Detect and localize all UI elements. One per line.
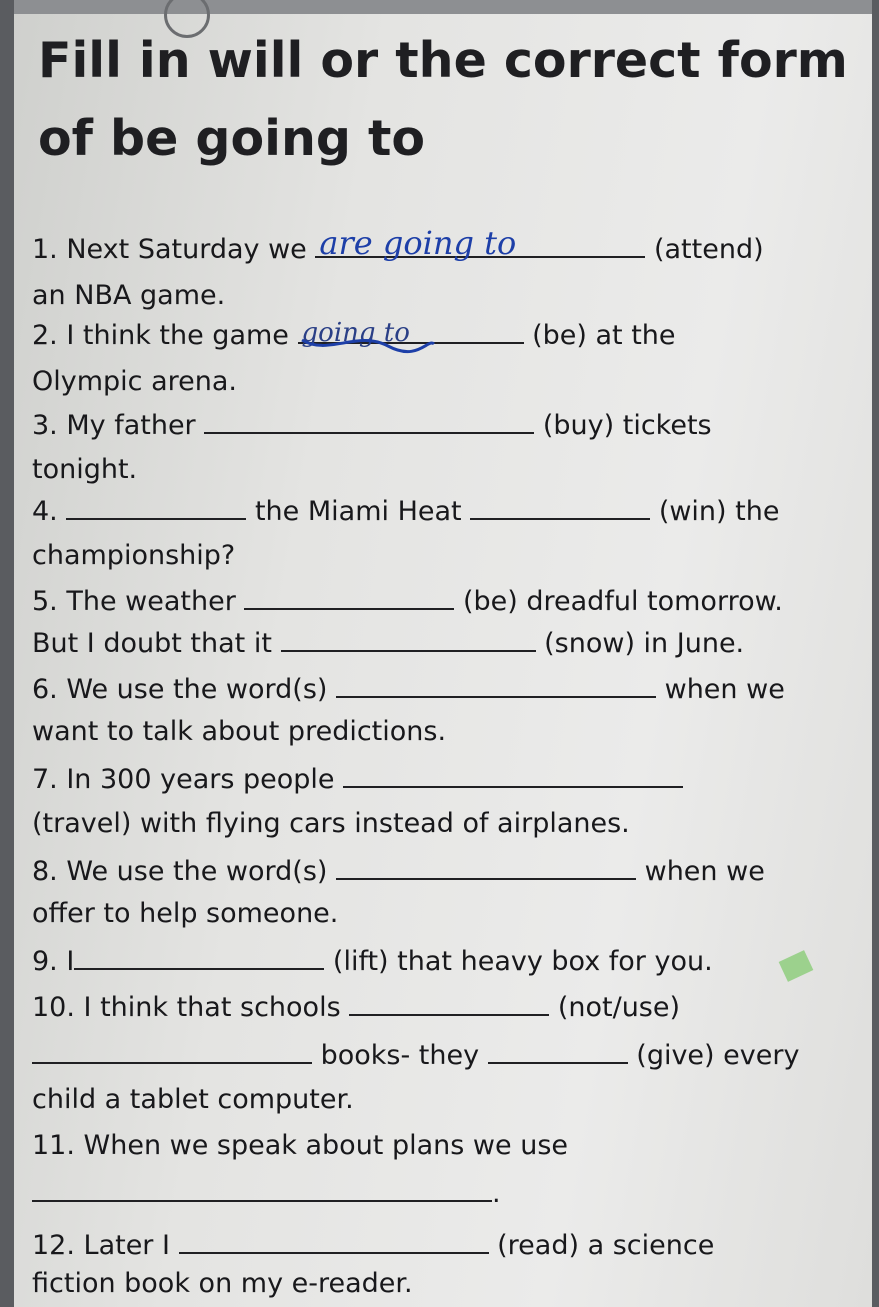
question-9-line1 <box>32 944 713 977</box>
answer-blank-6[interactable] <box>336 672 656 698</box>
question-text: when we <box>664 674 785 705</box>
question-text: 6. We use the word(s) <box>32 674 328 705</box>
question-6-line2: want to talk about predictions. <box>32 716 447 747</box>
verb-hint: (attend) <box>653 234 764 265</box>
question-text: 3. My father <box>32 410 196 441</box>
period: . <box>492 1178 501 1209</box>
answer-blank-10c[interactable] <box>488 1038 628 1064</box>
question-text: But I doubt that it <box>32 628 272 659</box>
question-12-line2: fiction book on my e-reader. <box>32 1268 413 1299</box>
question-text: books- they <box>320 1040 480 1071</box>
question-10-line1 <box>32 990 680 1023</box>
question-10-line3: child a tablet computer. <box>32 1084 354 1115</box>
answer-blank-10b[interactable] <box>32 1038 312 1064</box>
question-text: the Miami Heat <box>254 496 462 527</box>
question-text: 9. I <box>32 946 75 977</box>
question-number: 4. <box>32 496 58 527</box>
answer-blank-12[interactable] <box>179 1228 489 1254</box>
question-5-line2 <box>32 626 744 659</box>
verb-hint: (not/use) <box>557 992 681 1023</box>
answer-blank-7[interactable] <box>343 762 683 788</box>
question-6-line1 <box>32 672 785 705</box>
question-7-line2: (travel) with flying cars instead of airplanes. <box>32 808 630 839</box>
answer-blank-4a[interactable] <box>66 494 246 520</box>
answer-blank-9[interactable] <box>74 944 324 970</box>
handwritten-answer-2: going to <box>301 318 410 348</box>
question-2-line1 <box>32 318 676 351</box>
question-text: 10. I think that schools <box>32 992 341 1023</box>
highlighter-mark <box>779 950 814 982</box>
answer-blank-2[interactable] <box>298 318 524 348</box>
question-8-line1 <box>32 854 765 887</box>
verb-hint: (win) the <box>658 496 780 527</box>
worksheet-title-line1: Fill in will or the correct form <box>38 32 848 89</box>
verb-hint: (buy) tickets <box>542 410 712 441</box>
worksheet-title-line2: of be going to <box>38 110 426 167</box>
verb-hint: (be) at the <box>532 320 676 351</box>
question-11-line2 <box>32 1176 501 1209</box>
answer-blank-5a[interactable] <box>244 584 454 610</box>
question-4-line2: championship? <box>32 540 236 571</box>
scribble-mark <box>298 334 438 364</box>
question-text: when we <box>644 856 765 887</box>
question-10-line2 <box>32 1038 799 1071</box>
question-text: 12. Later I <box>32 1230 170 1261</box>
worksheet <box>14 0 872 1307</box>
question-1-line2: an NBA game. <box>32 280 226 311</box>
question-text: 8. We use the word(s) <box>32 856 328 887</box>
answer-blank-5b[interactable] <box>281 626 536 652</box>
answer-blank-3[interactable] <box>204 408 534 434</box>
answer-blank-4b[interactable] <box>470 494 650 520</box>
binder-strip <box>14 0 872 14</box>
question-4-line1 <box>32 494 779 527</box>
question-3-line1 <box>32 408 712 441</box>
question-7-line1 <box>32 762 683 795</box>
verb-hint: (read) a science <box>497 1230 715 1261</box>
question-1-line1 <box>32 224 764 265</box>
verb-hint: (give) every <box>636 1040 800 1071</box>
answer-blank-11[interactable] <box>32 1176 492 1202</box>
question-11-line1: 11. When we speak about plans we use <box>32 1130 568 1161</box>
question-3-line2: tonight. <box>32 454 138 485</box>
question-2-line2: Olympic arena. <box>32 366 238 397</box>
question-text: 7. In 300 years people <box>32 764 335 795</box>
question-5-line1 <box>32 584 783 617</box>
question-12-line1 <box>32 1228 714 1261</box>
verb-hint: (lift) that heavy box for you. <box>332 946 713 977</box>
question-text: 1. Next Saturday we <box>32 234 307 265</box>
question-8-line2: offer to help someone. <box>32 898 339 929</box>
verb-hint: (be) dreadful tomorrow. <box>462 586 783 617</box>
question-text: 2. I think the game <box>32 320 289 351</box>
question-text: 5. The weather <box>32 586 236 617</box>
answer-blank-10a[interactable] <box>349 990 549 1016</box>
handwritten-answer-1: are going to <box>319 224 517 262</box>
answer-blank-8[interactable] <box>336 854 636 880</box>
answer-blank-1[interactable] <box>315 224 645 262</box>
verb-hint: (snow) in June. <box>544 628 745 659</box>
